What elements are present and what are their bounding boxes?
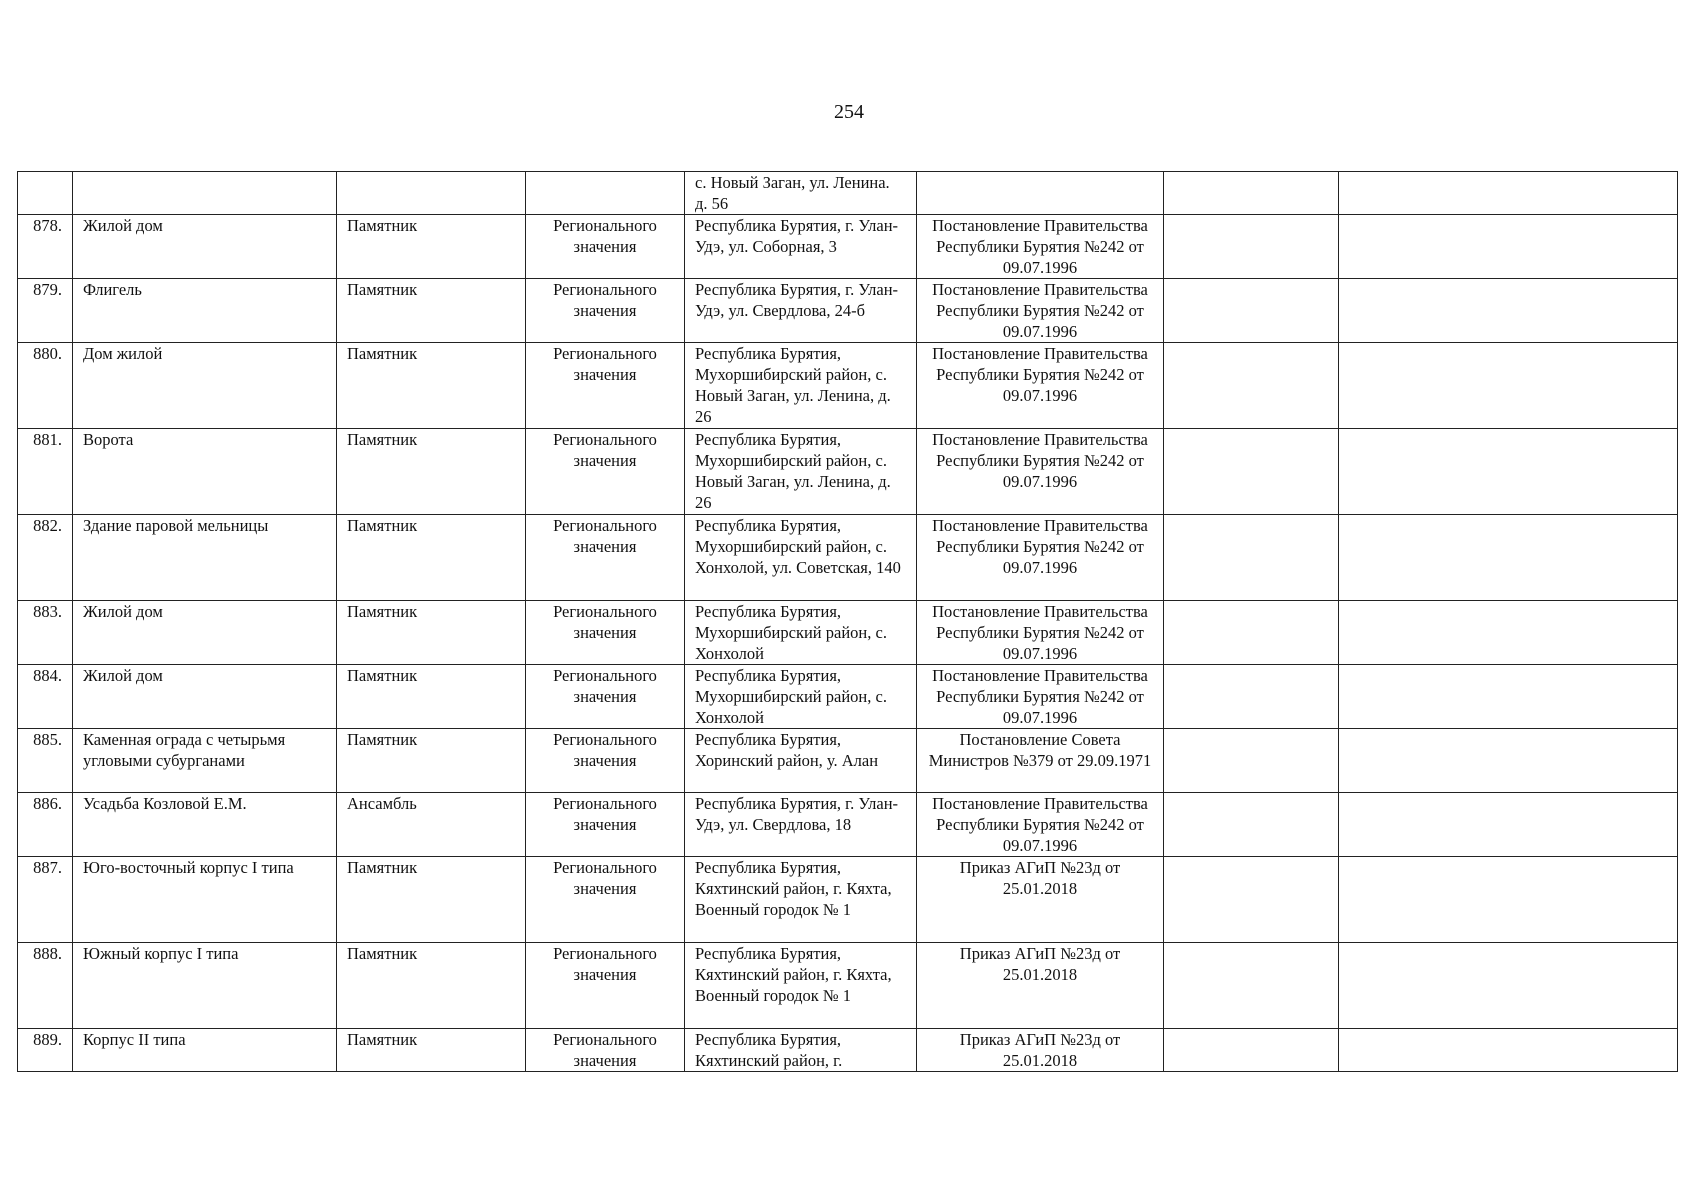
object-type: Памятник: [337, 215, 526, 279]
legal-document: Постановление Правительства Республики Бурятия №242 от 09.07.1996: [917, 665, 1164, 729]
row-number: 882.: [18, 515, 73, 601]
legal-document: Постановление Правительства Республики Бурятия №242 от 09.07.1996: [917, 793, 1164, 857]
table-row: [18, 279, 1678, 343]
significance-category: Регионального значения: [526, 429, 685, 515]
row-number: 888.: [18, 943, 73, 1029]
extra-cell-1: [1164, 172, 1339, 215]
extra-cell-1: [1164, 515, 1339, 601]
legal-document: Приказ АГиП №23д от 25.01.2018: [917, 943, 1164, 1029]
object-type: Ансамбль: [337, 793, 526, 857]
extra-cell-2: [1339, 172, 1678, 215]
object-address: Республика Бурятия, Кяхтинский район, г. Кяхта, Военный городок № 1: [685, 857, 917, 943]
object-type: Памятник: [337, 343, 526, 429]
extra-cell-1: [1164, 793, 1339, 857]
significance-category: Регионального значения: [526, 729, 685, 793]
significance-category: Регионального значения: [526, 1029, 685, 1072]
significance-category: Регионального значения: [526, 665, 685, 729]
legal-document: Постановление Совета Министров №379 от 29.09.1971: [917, 729, 1164, 793]
object-name: Каменная ограда с четырьмя угловыми субурганами: [73, 729, 337, 793]
extra-cell-1: [1164, 279, 1339, 343]
row-number: 886.: [18, 793, 73, 857]
legal-document: [917, 172, 1164, 215]
extra-cell-2: [1339, 343, 1678, 429]
page-number: 254: [834, 101, 864, 123]
legal-document: Постановление Правительства Республики Бурятия №242 от 09.07.1996: [917, 601, 1164, 665]
table-row: [18, 515, 1678, 601]
legal-document: Постановление Правительства Республики Бурятия №242 от 09.07.1996: [917, 279, 1164, 343]
table-row: [18, 857, 1678, 943]
significance-category: Регионального значения: [526, 343, 685, 429]
legal-document: Постановление Правительства Республики Бурятия №242 от 09.07.1996: [917, 215, 1164, 279]
extra-cell-2: [1339, 729, 1678, 793]
table-row: [18, 943, 1678, 1029]
object-name: Дом жилой: [73, 343, 337, 429]
object-type: Памятник: [337, 729, 526, 793]
object-type: Памятник: [337, 515, 526, 601]
legal-document: Постановление Правительства Республики Бурятия №242 от 09.07.1996: [917, 429, 1164, 515]
object-name: Жилой дом: [73, 601, 337, 665]
significance-category: Регионального значения: [526, 857, 685, 943]
object-address: Республика Бурятия, г. Улан-Удэ, ул. Свердлова, 24-б: [685, 279, 917, 343]
extra-cell-2: [1339, 793, 1678, 857]
table-row: [18, 793, 1678, 857]
object-address: Республика Бурятия, Мухоршибирский район, с. Хонхолой: [685, 665, 917, 729]
row-number: 880.: [18, 343, 73, 429]
object-address: с. Новый Заган, ул. Ленина. д. 56: [685, 172, 917, 215]
object-name: Флигель: [73, 279, 337, 343]
object-name: Юго-восточный корпус I типа: [73, 857, 337, 943]
object-type: Памятник: [337, 601, 526, 665]
extra-cell-1: [1164, 429, 1339, 515]
object-type: Памятник: [337, 1029, 526, 1072]
object-address: Республика Бурятия, Кяхтинский район, г. Кяхта, Военный городок № 1: [685, 943, 917, 1029]
table-row: [18, 172, 1678, 215]
significance-category: Регионального значения: [526, 215, 685, 279]
significance-category: Регионального значения: [526, 793, 685, 857]
object-name: Здание паровой мельницы: [73, 515, 337, 601]
object-type: Памятник: [337, 279, 526, 343]
table-row: [18, 429, 1678, 515]
row-number: 879.: [18, 279, 73, 343]
extra-cell-2: [1339, 943, 1678, 1029]
object-address: Республика Бурятия, Хоринский район, у. Алан: [685, 729, 917, 793]
extra-cell-1: [1164, 1029, 1339, 1072]
object-name: Ворота: [73, 429, 337, 515]
extra-cell-2: [1339, 1029, 1678, 1072]
extra-cell-2: [1339, 515, 1678, 601]
row-number: 878.: [18, 215, 73, 279]
object-address: Республика Бурятия, г. Улан-Удэ, ул. Свердлова, 18: [685, 793, 917, 857]
extra-cell-2: [1339, 601, 1678, 665]
object-address: Республика Бурятия, г. Улан-Удэ, ул. Соборная, 3: [685, 215, 917, 279]
row-number: 883.: [18, 601, 73, 665]
extra-cell-1: [1164, 857, 1339, 943]
row-number: 889.: [18, 1029, 73, 1072]
row-number: 885.: [18, 729, 73, 793]
table-row: [18, 729, 1678, 793]
object-type: Памятник: [337, 429, 526, 515]
object-type: Памятник: [337, 665, 526, 729]
extra-cell-1: [1164, 601, 1339, 665]
object-name: [73, 172, 337, 215]
table-row: [18, 343, 1678, 429]
extra-cell-1: [1164, 729, 1339, 793]
legal-document: Приказ АГиП №23д от 25.01.2018: [917, 1029, 1164, 1072]
object-name: Жилой дом: [73, 665, 337, 729]
heritage-registry-table: [17, 171, 1678, 1072]
row-number: 887.: [18, 857, 73, 943]
row-number: 884.: [18, 665, 73, 729]
table-row: [18, 665, 1678, 729]
significance-category: Регионального значения: [526, 601, 685, 665]
significance-category: [526, 172, 685, 215]
extra-cell-2: [1339, 857, 1678, 943]
extra-cell-1: [1164, 215, 1339, 279]
extra-cell-2: [1339, 279, 1678, 343]
significance-category: Регионального значения: [526, 515, 685, 601]
object-address: Республика Бурятия, Мухоршибирский район, с. Новый Заган, ул. Ленина, д. 26: [685, 343, 917, 429]
extra-cell-2: [1339, 215, 1678, 279]
object-address: Республика Бурятия, Мухоршибирский район, с. Новый Заган, ул. Ленина, д. 26: [685, 429, 917, 515]
object-address: Республика Бурятия, Мухоршибирский район, с. Хонхолой, ул. Советская, 140: [685, 515, 917, 601]
table-row: [18, 1029, 1678, 1072]
extra-cell-1: [1164, 943, 1339, 1029]
object-type: Памятник: [337, 857, 526, 943]
significance-category: Регионального значения: [526, 943, 685, 1029]
object-address: Республика Бурятия, Мухоршибирский район, с. Хонхолой: [685, 601, 917, 665]
legal-document: Постановление Правительства Республики Бурятия №242 от 09.07.1996: [917, 515, 1164, 601]
extra-cell-2: [1339, 429, 1678, 515]
object-name: Жилой дом: [73, 215, 337, 279]
legal-document: Постановление Правительства Республики Бурятия №242 от 09.07.1996: [917, 343, 1164, 429]
extra-cell-1: [1164, 343, 1339, 429]
row-number: 881.: [18, 429, 73, 515]
extra-cell-2: [1339, 665, 1678, 729]
extra-cell-1: [1164, 665, 1339, 729]
object-address: Республика Бурятия, Кяхтинский район, г.: [685, 1029, 917, 1072]
object-name: Южный корпус I типа: [73, 943, 337, 1029]
object-name: Корпус II типа: [73, 1029, 337, 1072]
table-row: [18, 215, 1678, 279]
object-type: Памятник: [337, 943, 526, 1029]
row-number: [18, 172, 73, 215]
table-row: [18, 601, 1678, 665]
object-name: Усадьба Козловой Е.М.: [73, 793, 337, 857]
legal-document: Приказ АГиП №23д от 25.01.2018: [917, 857, 1164, 943]
significance-category: Регионального значения: [526, 279, 685, 343]
object-type: [337, 172, 526, 215]
